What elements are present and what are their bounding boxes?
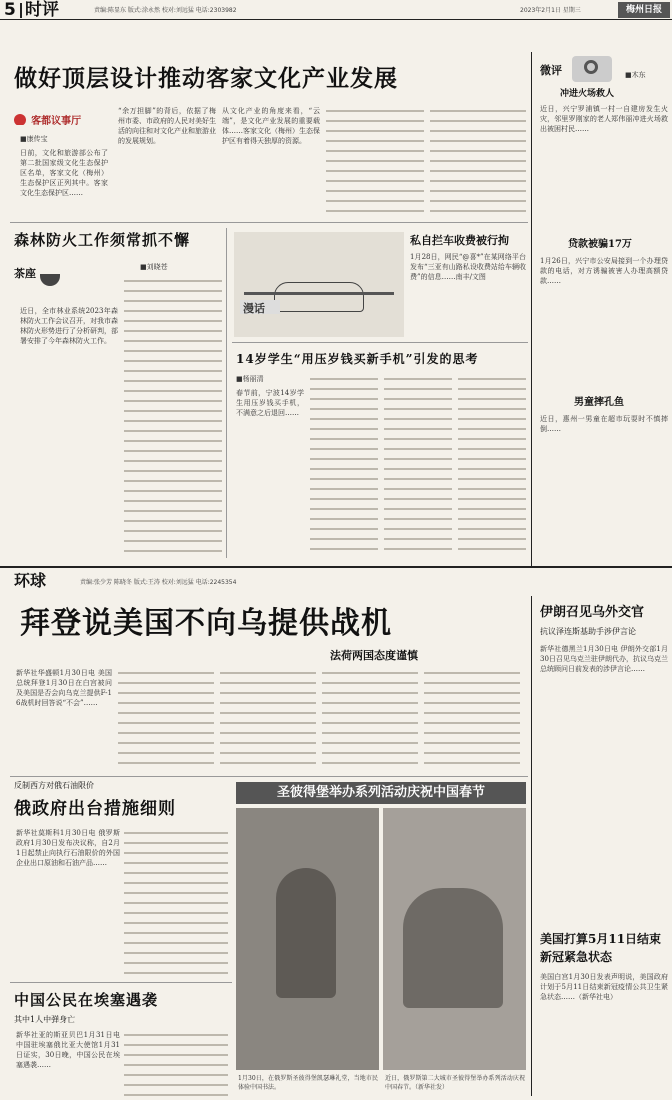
- column-badge: [14, 109, 104, 125]
- russia-kicker: 反制西方对俄石油限价: [14, 781, 94, 790]
- teen-body-4: [458, 374, 526, 558]
- russia-body-2: [124, 828, 228, 978]
- toll-cartoon: [234, 232, 404, 337]
- world-body-5: [424, 668, 520, 772]
- top-intro: 日前，文化和旅游部公布了第二批国家级文化生态保护区名单，客家文化（梅州）生态保护区正列其中。客家文化生态保护区……: [20, 149, 108, 197]
- crowd-silhouette: [403, 888, 503, 1008]
- page-divider: [20, 3, 22, 18]
- weiping-body-1: 近日，兴宁罗浦镇一村一自建房发生火灾，邻里罗刚家的老人郑伟丽冲进火场救出被困村民……: [540, 105, 668, 133]
- egypt-headline: 中国公民在埃塞遇袭: [14, 991, 159, 1009]
- photo-title-banner: [236, 782, 526, 804]
- world-body-2: [118, 668, 214, 772]
- toll-headline: 私自拦车收费被行拘: [410, 234, 509, 247]
- iran-subhead: 抗议泽连斯基助手涉伊言论: [540, 627, 636, 636]
- forest-body: 近日，全市林业系统2023年森林防火工作会议召开，对我市森林防火形势进行了分析研判，部署安排了今年森林防火工作。: [20, 307, 118, 345]
- world-body-4: [322, 668, 418, 772]
- forest-body-2: [124, 276, 222, 556]
- teacup-icon: [40, 274, 60, 286]
- top-headline: 做好顶层设计推动客家文化产业发展: [14, 65, 398, 92]
- chazuo-badge: [14, 262, 64, 302]
- weiping-body-2: 1月26日，兴宁市公安局接到一个办理贷款的电话，对方诱骗被害人办理高额贷款……: [540, 257, 668, 285]
- manhua-label: 漫话: [240, 300, 280, 314]
- teen-body: 春节前，宁波14岁学生用压岁钱买手机，不满意之后退回……: [236, 389, 304, 417]
- top-body-3: [326, 106, 424, 216]
- issue-date: 2023年2月1日 星期三: [520, 7, 581, 14]
- car-illustration: [274, 282, 364, 312]
- photo-caption-2: 近日，俄罗斯第二大城市圣彼得堡举办系列活动庆祝中国春节。（新华社发）: [385, 1075, 525, 1091]
- world-body: 新华社华盛顿1月30日电 美国总统拜登1月30日在白宫被问及美国是否会向乌克兰提供F-16战机时回答说“不会”……: [16, 669, 112, 707]
- top-author: ■康传宝: [20, 135, 48, 143]
- weiping-logo: [572, 56, 612, 82]
- russia-body: 新华社莫斯科1月30日电 俄罗斯政府1月30日发布决议称，自2月1日起禁止向执行石油限价的外国企业出口原油和石油产品……: [16, 829, 120, 867]
- top-body-1: “余万担脚”的背后，依据了梅州市委、市政府的人民对美好生活的向往和对文化产业和旅游业的发展规划。: [118, 107, 216, 145]
- page-number: 5: [4, 0, 16, 20]
- teen-author: ■杨丽清: [236, 375, 264, 383]
- photo-crowd: [383, 808, 526, 1070]
- masthead-logo: 梅州日报: [618, 2, 670, 18]
- teen-headline: 14岁学生“用压岁钱买新手机”引发的思考: [236, 352, 479, 366]
- weiping-body-3: 近日，惠州一男童在超市玩耍时不慎摔倒……: [540, 415, 668, 433]
- barrier-illustration: [244, 292, 394, 295]
- egypt-subhead: 其中1人中弹身亡: [14, 1015, 76, 1024]
- forest-author: ■刘晓苍: [140, 263, 168, 271]
- person-silhouette: [276, 868, 336, 998]
- us-body: 美国白宫1月30日发表声明说，美国政府计划于5月11日结束新冠疫情公共卫生紧急状态……（新华社电）: [540, 973, 668, 1001]
- weiping-author: ■木东: [625, 71, 646, 79]
- world-section-title: 环球: [14, 571, 47, 590]
- teen-body-2: [310, 374, 378, 558]
- iran-body: 新华社德黑兰1月30日电 伊朗外交部1月30日召见乌克兰驻伊朗代办，抗议乌克兰总统顾问日前发表的涉伊言论……: [540, 645, 668, 673]
- egypt-body: 新华社亚的斯亚贝巴1月31日电 中国驻埃塞俄比亚大使馆1月31日证实，30日晚，中国公民在埃塞遇袭……: [16, 1031, 120, 1069]
- top-body-2: 从文化产业的角度来看，“云端”，是文化产业发展的重要载体……客家文化（梅州）生态保护区有着得天独厚的资源。: [222, 107, 320, 145]
- search-icon: [584, 60, 598, 74]
- editor-line: 责编:陈显东 版式:涂永然 校对:刘远猛 电话:2303982: [94, 7, 237, 14]
- world-subhead: 法荷两国态度谨慎: [330, 649, 418, 662]
- russia-headline: 俄政府出台措施细则: [14, 799, 176, 819]
- world-divider: [0, 566, 672, 568]
- column-name: 客都议事厅: [31, 116, 82, 125]
- egypt-body-2: [124, 1030, 228, 1096]
- toll-body: 1月28日，网民“@喜*”在某网络平台发布“三亚有山路私设收费站给车辆收费”的信息……南丰/文图: [410, 253, 526, 281]
- photo-caption-1: 1月30日，在俄罗斯圣彼得堡凯瑟琳礼堂，当地市民体验中国书法。: [238, 1075, 378, 1091]
- world-editor-line: 责编:张少芳 陈晓冬 版式:王涛 校对:刘远猛 电话:2245354: [80, 579, 237, 586]
- column-name: 茶座: [14, 267, 36, 280]
- page-header: [0, 0, 672, 20]
- iran-headline: 伊朗召见乌外交官: [540, 605, 645, 620]
- section-title: 时评: [25, 0, 59, 20]
- weiping-title-1: 冲进火场救人: [560, 89, 615, 99]
- photo-title: 圣彼得堡举办系列活动庆祝中国春节: [276, 785, 485, 800]
- forest-headline: 森林防火工作须常抓不懈: [14, 231, 191, 249]
- photo-calligraphy: [236, 808, 379, 1070]
- world-body-3: [220, 668, 316, 772]
- microphone-icon: [14, 114, 26, 126]
- weiping-title-2: 贷款被骗17万: [568, 239, 632, 250]
- world-headline: 拜登说美国不向乌提供战机: [20, 606, 392, 641]
- teen-body-3: [384, 374, 452, 558]
- top-body-4: [430, 106, 526, 216]
- us-headline: 美国打算5月11日结束新冠紧急状态: [540, 932, 662, 964]
- weiping-label: 微评: [540, 64, 562, 76]
- weiping-title-3: 男童摔孔鱼: [574, 397, 624, 408]
